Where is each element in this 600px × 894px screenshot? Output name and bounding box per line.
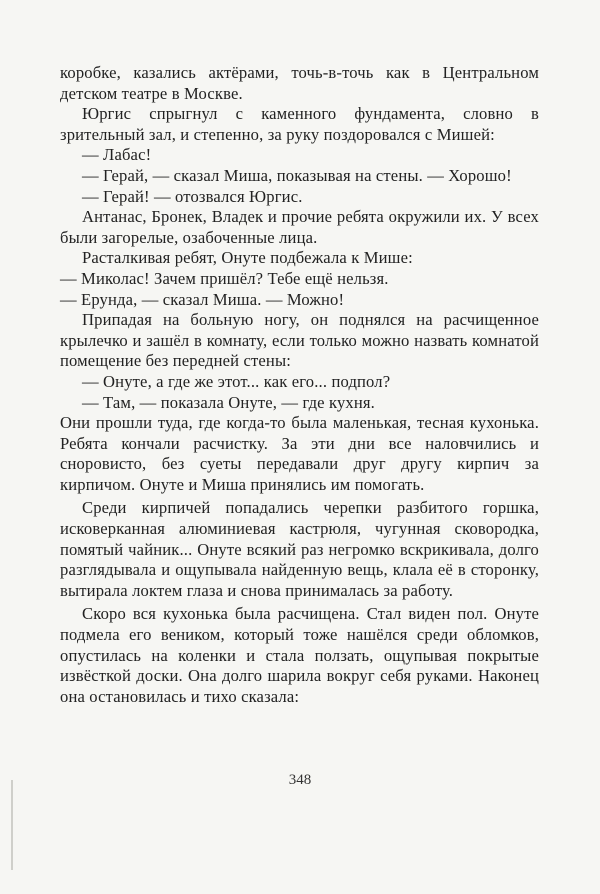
paragraph: — Там, — показала Онуте, — где кухня. xyxy=(82,392,375,412)
paragraph: — Герай, — сказал Миша, показывая на стены. — Хорошо! xyxy=(82,165,512,185)
paragraph: — Ерунда, — сказал Миша. — Можно! xyxy=(60,289,345,309)
paragraph: Припадая на больную ногу, он поднялся на расчищенное крылечко и зашёл в комнату, если только можно назвать комнатой помещение без передней стены: xyxy=(60,310,539,371)
paragraph: Расталкивая ребят, Онуте подбежала к Мише: xyxy=(82,248,413,268)
page-number: 348 xyxy=(288,772,312,788)
body-text xyxy=(60,63,539,707)
paragraph: Антанас, Бронек, Владек и прочие ребята окружили их. У всех были загорелые, озабоченные лица. xyxy=(60,207,539,247)
paragraph: — Миколас! Зачем пришёл? Тебе ещё нельзя. xyxy=(60,268,389,288)
paragraph: — Онуте, а где же этот... как его... подпол? xyxy=(82,371,391,391)
paragraph: Юргис спрыгнул с каменного фундамента, словно в зрительный зал, и степенно, за руку поздоровался с Мишей: xyxy=(60,104,539,144)
paragraph: Среди кирпичей попадались черепки разбитого горшка, исковерканная алюминиевая кастрюля, чугунная сковородка, помятый чайник... Онуте всякий раз негромко вскрикивала, долго разглядывала и ощупывала найденную вещь, клала её в сторонку, вытирала локтем глаза и снова принималась за работу. xyxy=(60,498,539,600)
paragraph: Они прошли туда, где когда-то была маленькая, тесная кухонька. Ребята кончали расчистку. За эти дни все наловчились и сноровисто, без суеты передавали друг другу кирпич за кирпичом. Онуте и Миша принялись им помогать. xyxy=(60,413,539,494)
scan-edge-mark xyxy=(11,780,13,870)
paragraph: Скоро вся кухонька была расчищена. Стал виден пол. Онуте подмела его веником, который тоже нашёлся среди обломков, опустилась на коленки и стала ползать, ощупывая покрытые извёсткой доски. Она долго шарила вокруг себя руками. Наконец она остановилась и тихо сказала: xyxy=(60,604,539,706)
paragraph: — Герай! — отозвался Юргис. xyxy=(82,186,303,206)
paragraph: коробке, казались актёрами, точь-в-точь как в Центральном детском театре в Москве. xyxy=(60,63,539,103)
paragraph: — Лабас! xyxy=(82,145,152,165)
